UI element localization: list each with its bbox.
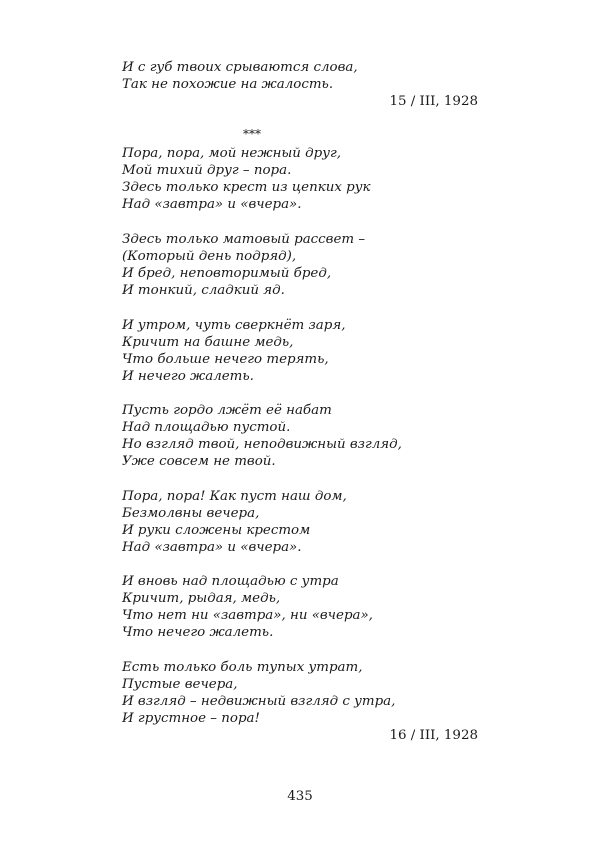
poem-line: Здесь только крест из цепких рук [122,180,371,195]
poem-line: И руки сложены крестом [122,523,311,538]
poem-line: И с губ твоих срываются слова, [122,60,358,75]
poem-line: Уже совсем не твой. [122,454,276,469]
poem-line: Над площадью пустой. [122,420,291,435]
poem-date: 15 / III, 1928 [389,94,478,109]
poem-line: Пора, пора, мой нежный друг, [122,146,342,161]
poem-line: Пустые вечера, [122,677,238,692]
poem-line: И нечего жалеть. [122,369,254,384]
poem-line: Пора, пора! Как пуст наш дом, [122,489,347,504]
poem-line: И грустное – пора! [122,711,260,726]
poem-line: Есть только боль тупых утрат, [122,660,363,675]
poem-line: И бред, неповторимый бред, [122,266,332,281]
poem-line: Но взгляд твой, неподвижный взгляд, [122,437,402,452]
poem-line: Пусть гордо лжёт её набат [122,403,332,418]
poem-line: Что нечего жалеть. [122,625,274,640]
poem-date: 16 / III, 1928 [389,728,478,743]
poem-line: Здесь только матовый рассвет – [122,232,366,247]
poem-line: Мой тихий друг – пора. [122,163,292,178]
poem-line: Что больше нечего терять, [122,352,329,367]
poem-line: Кричит, рыдая, медь, [122,591,281,606]
poem-line: Что нет ни «завтра», ни «вчера», [122,608,373,623]
poem-line: И взгляд – недвижный взгляд с утра, [122,694,396,709]
poem-line: Над «завтра» и «вчера». [122,197,302,212]
poem-line: Так не похожие на жалость. [122,77,334,92]
poem-line: Кричит на башне медь, [122,335,294,350]
poem-line: И утром, чуть сверкнёт заря, [122,318,346,333]
page-number: 435 [287,789,313,804]
poem-line: Над «завтра» и «вчера». [122,540,302,555]
poem-line: (Который день подряд), [122,249,297,264]
poem-line: И вновь над площадью с утра [122,574,339,589]
poem-line: Безмолвны вечера, [122,506,260,521]
section-separator: *** [243,127,261,141]
poem-line: И тонкий, сладкий яд. [122,283,285,298]
